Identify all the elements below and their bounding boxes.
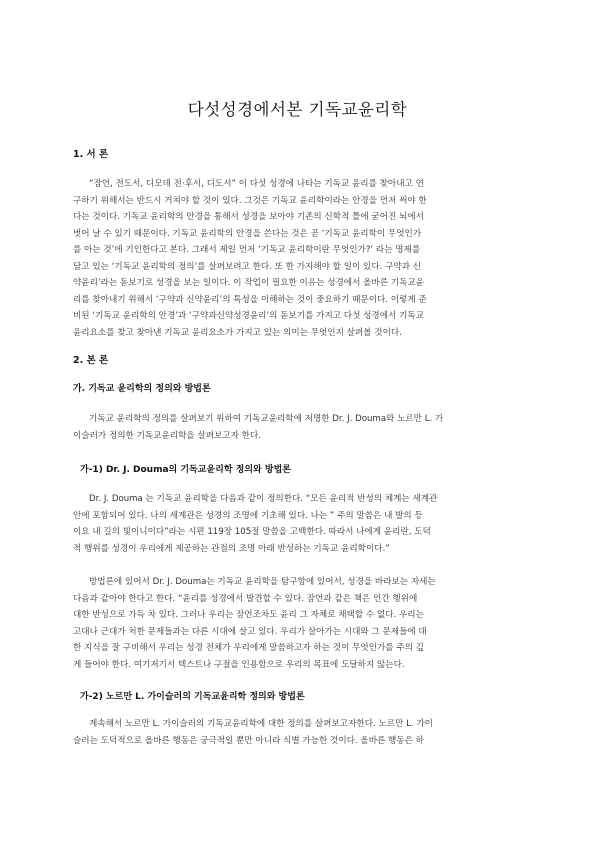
text-line: 담고 있는 ‘기독교 윤리학의 정의’를 살펴보려고 한다. 또 한 가지해야 할 일이 있다. 구약과 신 xyxy=(73,261,422,272)
section-heading-introduction: 1. 서 론 xyxy=(73,149,109,160)
subsection-heading-ga2: 가-2) 노르만 L. 가이슬러의 기독교윤리학 정의와 방법론 xyxy=(80,692,305,702)
text-line: 한 지식을 잘 구비해서 우리는 성경 전체가 우리에게 말씀하고자 하는 것이 무엇인가를 주의 깊 xyxy=(73,643,424,653)
text-line: 기독교 윤리학의 정의를 살펴보기 위하여 기독교윤리학에 저명한 Dr. J. Douma와 노르만 L. 가 xyxy=(89,414,444,424)
text-line: 방법론에 있어서 Dr. J. Douma는 기독교 윤리학을 탐구함에 있어서, 성경을 바라보는 자세는 xyxy=(89,577,436,587)
ga1-paragraph-2 xyxy=(73,574,525,673)
text-line: 슬러는 도덕적으로 올바른 행동은 궁극적일 뿐만 아니라 식별 가능한 것이다. 올바른 행동은 하 xyxy=(73,735,424,746)
text-line: 고대나 근대가 처한 문제들과는 다른 시대에 살고 있다. 우리가 살아가는 시대와 그 문제들에 대 xyxy=(73,626,427,637)
text-line: 약윤리’라는 돋보기로 성경을 보는 일이다. 이 작업이 필요한 이유는 성경에서 올바른 기독교윤 xyxy=(73,278,424,288)
text-line: 이요 내 길의 빛이니이다”라는 시편 119장 105절 말씀을 고백한다. 따라서 나에게 윤리란, 도덕 xyxy=(73,527,431,537)
text-line: 윤리요소를 찾고 찾아낸 기독교 윤리요소가 가지고 있는 의미는 무엇인지 살펴볼 것이다. xyxy=(73,327,402,338)
section-heading-body: 2. 본 론 xyxy=(73,355,109,366)
text-line: 다는 것이다. 기독교 윤리학의 안경을 통해서 성경을 보아야 기존의 신학적 틀에 굳어진 뇌에서 xyxy=(73,212,424,222)
subsection-heading-ga: 가. 기독교 윤리학의 정의와 방법론 xyxy=(73,384,211,394)
text-line: 다음과 같아야 한다고 한다. “윤리를 성경에서 발견할 수 있다. 잠언과 같은 책은 인간 행위에 xyxy=(73,593,418,604)
text-line: 안에 포함되어 있다. 나의 세계관은 성경의 조명에 기초해 있다. 나는 ” 주의 말씀은 내 발의 등 xyxy=(73,510,423,521)
document-title: 다섯성경에서본 기독교윤리학 xyxy=(187,100,408,119)
text-line: 비된 ‘기독교 윤리학의 안경’과 ‘구약과신약성경윤리’의 돋보기를 가지고 다섯 성경에서 기독교 xyxy=(73,311,424,321)
text-line: Dr. J. Douma 는 기독교 윤리학을 다음과 같이 정의한다. “모든 윤리적 반성의 체계는 세계관 xyxy=(89,494,438,504)
text-line: 게 들어야 한다. 여기저기서 텍스트나 구절을 인용함으로 우리의 목표에 도달하지 않는다. xyxy=(73,659,405,670)
text-line: 이슬러가 정의한 기독교윤리학을 살펴보고자 한다. xyxy=(73,430,261,441)
text-line: 계속해서 노르만 L. 가이슬러의 기독교윤리학에 대한 정의를 살펴보고자한다. 노르만 L. 가이 xyxy=(89,719,433,729)
text-line: 를 아는 것’에 기인한다고 본다. 그래서 제일 먼저 ‘기독교 윤리학이란 무엇인가?’ 라는 명제를 xyxy=(73,245,421,255)
introduction-paragraph xyxy=(73,176,525,341)
text-line: “잠언, 전도서, 디모데 전·후서, 디도서” 이 다섯 성경에 나타는 기독교 윤리를 찾아내고 연 xyxy=(89,179,424,189)
ga2-paragraph xyxy=(73,716,525,749)
text-line: 적 행위를 성경이 우리에게 제공하는 관점의 조명 아래 반성하는 기독교 윤리학이다.” xyxy=(73,543,390,554)
text-line: 벗어 날 수 있기 때문이다. 기독교 윤리학의 안경을 쓴다는 것은 곧 ‘기독교 윤리학이 무엇인가 xyxy=(73,228,422,239)
subsection-heading-ga1: 가-1) Dr. J. Douma의 기독교윤리학 정의와 방법론 xyxy=(80,465,291,475)
ga1-paragraph-1 xyxy=(73,491,525,557)
text-line: 구하기 위해서는 반드시 거쳐야 할 것이 있다. 그것은 기독교 윤리학이라는 안경을 먼저 써야 한 xyxy=(73,195,427,206)
text-line: 리를 찾아내기 위해서 ‘구약과 신약윤리’의 특성을 이해하는 것이 중요하기 때문이다. 이렇게 준 xyxy=(73,294,427,305)
text-line: 대한 반성으로 가득 차 있다. 그러나 우리는 잠언조차도 윤리 그 자체로 채택할 수 없다. 우리는 xyxy=(73,610,424,620)
ga-paragraph xyxy=(73,411,525,444)
